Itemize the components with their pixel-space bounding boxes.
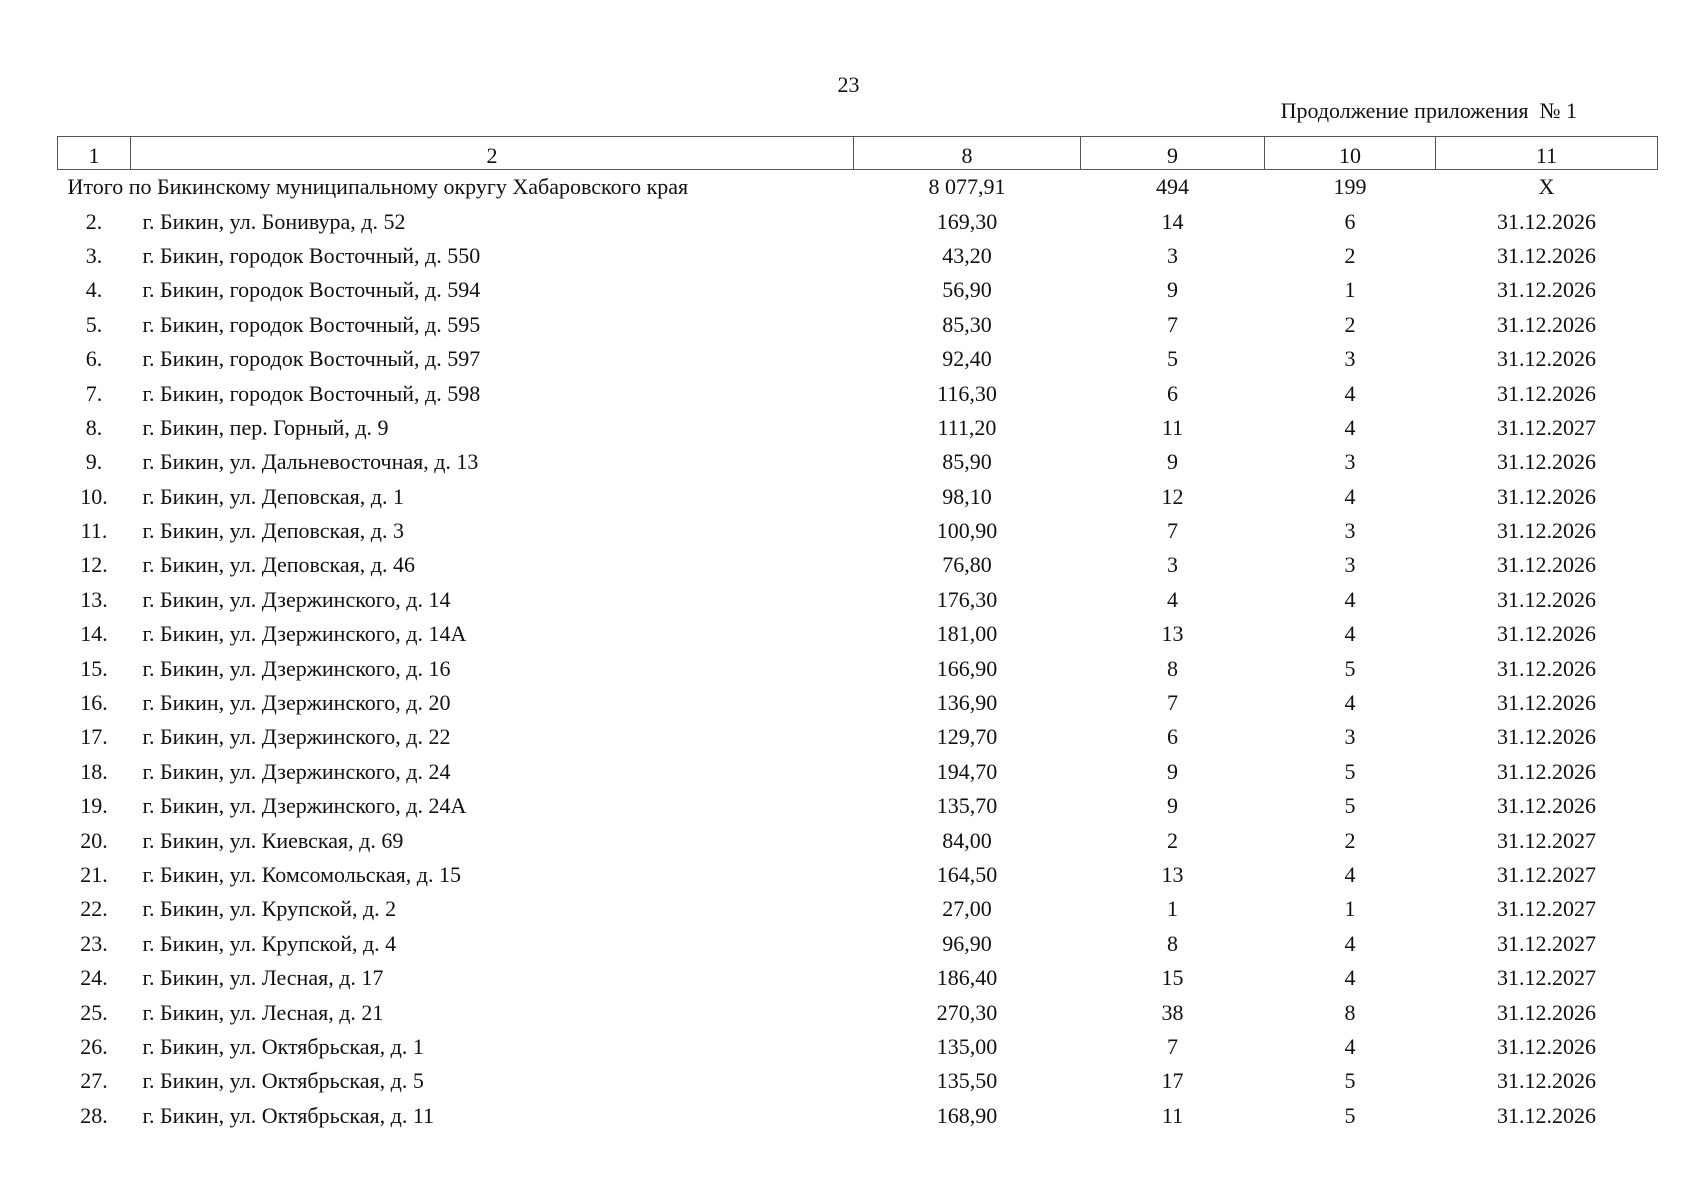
- row-number: 27.: [80, 1068, 108, 1094]
- row-col9: 1: [1167, 896, 1178, 922]
- row-col9: 11: [1161, 414, 1184, 440]
- total-col11: Х: [1538, 174, 1555, 200]
- row-area: 96,90: [942, 930, 992, 956]
- row-number: 14.: [80, 621, 108, 647]
- table-row: [58, 720, 1658, 754]
- row-col10: 5: [1344, 758, 1356, 784]
- row-area: 186,40: [936, 965, 998, 991]
- row-date: 31.12.2027: [1497, 414, 1596, 440]
- row-number: 28.: [80, 1102, 108, 1128]
- row-number: 15.: [80, 655, 108, 681]
- row-address: г. Бикин, ул. Дальневосточная, д. 13: [142, 449, 479, 475]
- row-col10: 4: [1344, 586, 1356, 612]
- total-col9: 494: [1156, 174, 1189, 200]
- row-area: 84,00: [942, 827, 992, 853]
- row-area: 129,70: [936, 724, 998, 750]
- row-address: г. Бикин, ул. Крупской, д. 4: [142, 930, 397, 956]
- table-row: [58, 1030, 1658, 1064]
- row-date: 31.12.2026: [1497, 346, 1596, 372]
- row-address: г. Бикин, ул. Октябрьская, д. 5: [142, 1068, 424, 1094]
- row-col9: 4: [1167, 586, 1178, 612]
- row-address: г. Бикин, городок Восточный, д. 594: [142, 277, 481, 303]
- row-date: 31.12.2027: [1497, 930, 1596, 956]
- row-col9: 12: [1161, 483, 1184, 509]
- row-col10: 4: [1344, 690, 1356, 716]
- total-row: [58, 170, 1658, 205]
- row-col9: 6: [1167, 380, 1178, 406]
- header-row: [58, 137, 1658, 170]
- row-area: 135,70: [936, 793, 998, 819]
- table-row: [58, 342, 1658, 376]
- row-area: 135,00: [936, 1033, 998, 1059]
- row-area: 166,90: [936, 655, 998, 681]
- row-area: 176,30: [936, 586, 998, 612]
- row-date: 31.12.2027: [1497, 965, 1596, 991]
- row-col9: 9: [1167, 793, 1178, 819]
- row-area: 98,10: [942, 483, 992, 509]
- table-row: [58, 480, 1658, 514]
- row-date: 31.12.2026: [1497, 277, 1596, 303]
- row-address: г. Бикин, ул. Деповская, д. 1: [142, 483, 404, 509]
- table-row: [58, 445, 1658, 479]
- row-address: г. Бикин, ул. Лесная, д. 21: [142, 999, 384, 1025]
- row-number: 26.: [80, 1033, 108, 1059]
- row-address: г. Бикин, ул. Октябрьская, д. 1: [142, 1033, 424, 1059]
- row-number: 2.: [85, 208, 103, 234]
- row-number: 9.: [85, 449, 103, 475]
- row-area: 116,30: [937, 380, 997, 406]
- header-col-9: 9: [1081, 137, 1265, 170]
- row-area: 164,50: [936, 862, 998, 887]
- table-row: [58, 548, 1658, 582]
- row-address: г. Бикин, пер. Горный, д. 9: [142, 414, 389, 440]
- table-row: [58, 892, 1658, 926]
- header-col-2: 2: [131, 137, 854, 170]
- row-date: 31.12.2026: [1497, 311, 1596, 337]
- row-address: г. Бикин, городок Восточный, д. 595: [142, 311, 481, 337]
- row-date: 31.12.2026: [1497, 690, 1596, 716]
- row-number: 23.: [80, 930, 108, 956]
- table-row: [58, 755, 1658, 789]
- row-area: 76,80: [942, 552, 992, 578]
- header-col-11: 11: [1436, 137, 1658, 170]
- page-number: 23: [837, 72, 860, 97]
- table-row: [58, 651, 1658, 685]
- row-col9: 9: [1167, 277, 1178, 303]
- row-number: 22.: [80, 896, 108, 922]
- table-row: [58, 308, 1658, 342]
- row-col10: 4: [1344, 1033, 1356, 1059]
- row-col10: 3: [1344, 346, 1356, 372]
- row-col10: 4: [1344, 965, 1356, 991]
- row-col10: 1: [1344, 896, 1356, 922]
- table-row: [58, 789, 1658, 823]
- row-col9: 7: [1167, 690, 1178, 716]
- row-number: 6.: [85, 346, 103, 372]
- row-col9: 2: [1167, 827, 1178, 853]
- row-col10: 5: [1344, 793, 1356, 819]
- row-col10: 8: [1344, 999, 1356, 1025]
- row-number: 25.: [80, 999, 108, 1025]
- row-address: г. Бикин, ул. Дзержинского, д. 14А: [142, 621, 467, 647]
- row-date: 31.12.2026: [1497, 208, 1596, 234]
- row-col10: 4: [1344, 414, 1356, 440]
- row-date: 31.12.2027: [1497, 862, 1596, 887]
- row-number: 20.: [80, 827, 108, 853]
- row-area: 181,00: [936, 621, 998, 647]
- row-number: 17.: [80, 724, 108, 750]
- table-row: [58, 273, 1658, 307]
- table-row: [58, 239, 1658, 273]
- header-col-8: 8: [854, 137, 1081, 170]
- row-date: 31.12.2026: [1497, 1102, 1596, 1128]
- total-col10: 199: [1333, 174, 1367, 200]
- row-date: 31.12.2026: [1497, 552, 1596, 578]
- row-address: г. Бикин, городок Восточный, д. 550: [142, 242, 481, 268]
- row-number: 19.: [80, 793, 108, 819]
- row-col9: 8: [1167, 930, 1178, 956]
- row-date: 31.12.2026: [1497, 758, 1596, 784]
- row-area: 92,40: [942, 346, 992, 372]
- row-area: 168,90: [936, 1102, 998, 1128]
- table-row: [58, 961, 1658, 995]
- row-number: 7.: [85, 380, 103, 406]
- row-address: г. Бикин, ул. Дзержинского, д. 14: [142, 586, 451, 612]
- row-address: г. Бикин, городок Восточный, д. 598: [142, 380, 481, 406]
- row-area: 85,90: [942, 449, 992, 475]
- row-col10: 2: [1344, 311, 1356, 337]
- row-col10: 3: [1344, 724, 1356, 750]
- row-address: г. Бикин, ул. Октябрьская, д. 11: [142, 1102, 435, 1128]
- row-col9: 38: [1161, 999, 1184, 1025]
- row-number: 8.: [85, 414, 103, 440]
- row-col10: 3: [1344, 449, 1356, 475]
- table-row: [58, 686, 1658, 720]
- total-label: Итого по Бикинскому муниципальному округу Хабаровского края: [67, 174, 689, 200]
- row-address: г. Бикин, ул. Комсомольская, д. 15: [142, 862, 461, 887]
- housing-table: [57, 136, 1658, 1133]
- table-row: [58, 204, 1658, 238]
- row-col9: 9: [1167, 758, 1178, 784]
- appendix-caption: Продолжение приложения № 1: [1280, 98, 1577, 123]
- row-number: 21.: [80, 862, 108, 887]
- row-number: 13.: [80, 586, 108, 612]
- row-area: 27,00: [942, 896, 992, 922]
- row-date: 31.12.2026: [1497, 724, 1596, 750]
- row-address: г. Бикин, ул. Дзержинского, д. 20: [142, 690, 451, 716]
- row-col9: 17: [1161, 1068, 1184, 1094]
- table-row: [58, 1099, 1658, 1133]
- row-area: 56,90: [942, 277, 992, 303]
- table-row: [58, 858, 1658, 892]
- row-date: 31.12.2027: [1497, 896, 1596, 922]
- row-date: 31.12.2026: [1497, 242, 1596, 268]
- table-row: [58, 411, 1658, 445]
- row-col10: 4: [1344, 930, 1356, 956]
- table-row: [58, 617, 1658, 651]
- table-body: [58, 170, 1658, 1133]
- row-col10: 6: [1344, 208, 1356, 234]
- row-date: 31.12.2026: [1497, 1068, 1596, 1094]
- table-header: [58, 137, 1658, 170]
- row-col10: 2: [1344, 827, 1356, 853]
- row-date: 31.12.2026: [1497, 621, 1596, 647]
- row-col9: 14: [1161, 208, 1184, 234]
- row-number: 24.: [80, 965, 108, 991]
- row-col10: 3: [1344, 552, 1356, 578]
- row-col9: 6: [1167, 724, 1178, 750]
- row-address: г. Бикин, ул. Киевская, д. 69: [142, 827, 404, 853]
- row-col9: 8: [1167, 655, 1178, 681]
- row-col10: 5: [1344, 1068, 1356, 1094]
- row-col9: 5: [1167, 346, 1178, 372]
- total-area: 8 077,91: [928, 174, 1006, 200]
- table-row: [58, 583, 1658, 617]
- row-number: 10.: [80, 483, 108, 509]
- row-date: 31.12.2026: [1497, 380, 1596, 406]
- row-address: г. Бикин, городок Восточный, д. 597: [142, 346, 481, 372]
- row-date: 31.12.2026: [1497, 793, 1596, 819]
- row-area: 270,30: [936, 999, 998, 1025]
- row-col10: 2: [1344, 242, 1356, 268]
- row-area: 194,70: [936, 758, 998, 784]
- row-address: г. Бикин, ул. Деповская, д. 3: [142, 518, 404, 544]
- row-col10: 5: [1344, 1102, 1356, 1128]
- header-col-1: 1: [58, 137, 131, 170]
- row-col10: 4: [1344, 483, 1356, 509]
- row-col9: 3: [1167, 242, 1178, 268]
- row-date: 31.12.2026: [1497, 655, 1596, 681]
- header-col-10: 10: [1265, 137, 1436, 170]
- table-row: [58, 927, 1658, 961]
- table-row: [58, 514, 1658, 548]
- row-col9: 13: [1161, 862, 1184, 887]
- row-col9: 3: [1167, 552, 1178, 578]
- table-row: [58, 995, 1658, 1029]
- table-row: [58, 376, 1658, 410]
- row-col10: 1: [1344, 277, 1356, 303]
- row-address: г. Бикин, ул. Деповская, д. 46: [142, 552, 415, 578]
- row-address: г. Бикин, ул. Бонивура, д. 52: [142, 208, 406, 234]
- row-address: г. Бикин, ул. Дзержинского, д. 24А: [142, 793, 467, 819]
- row-col9: 11: [1161, 1102, 1184, 1128]
- row-area: 169,30: [936, 208, 998, 234]
- row-date: 31.12.2026: [1497, 1033, 1596, 1059]
- row-col9: 7: [1167, 311, 1178, 337]
- row-col10: 4: [1344, 380, 1356, 406]
- row-col10: 5: [1344, 655, 1356, 681]
- row-address: г. Бикин, ул. Дзержинского, д. 22: [142, 724, 451, 750]
- row-number: 4.: [85, 277, 103, 303]
- row-area: 111,20: [937, 414, 997, 440]
- row-col10: 3: [1344, 518, 1356, 544]
- row-number: 12.: [80, 552, 108, 578]
- row-address: г. Бикин, ул. Лесная, д. 17: [142, 965, 384, 991]
- row-col9: 7: [1167, 518, 1178, 544]
- row-col10: 4: [1344, 621, 1356, 647]
- row-number: 11.: [80, 518, 108, 544]
- table-row: [58, 823, 1658, 857]
- row-date: 31.12.2026: [1497, 586, 1596, 612]
- row-area: 100,90: [936, 518, 998, 544]
- table-row: [58, 1064, 1658, 1098]
- row-number: 18.: [80, 758, 108, 784]
- row-number: 5.: [85, 311, 103, 337]
- row-address: г. Бикин, ул. Дзержинского, д. 24: [142, 758, 451, 784]
- row-number: 16.: [80, 690, 108, 716]
- row-date: 31.12.2027: [1497, 827, 1596, 853]
- row-area: 85,30: [942, 311, 992, 337]
- row-area: 136,90: [936, 690, 998, 716]
- row-date: 31.12.2026: [1497, 518, 1596, 544]
- row-number: 3.: [85, 242, 103, 268]
- row-area: 135,50: [936, 1068, 998, 1094]
- row-col9: 13: [1161, 621, 1184, 647]
- row-date: 31.12.2026: [1497, 449, 1596, 475]
- row-date: 31.12.2026: [1497, 483, 1596, 509]
- row-col9: 15: [1161, 965, 1184, 991]
- row-col9: 9: [1167, 449, 1178, 475]
- row-area: 43,20: [942, 242, 992, 268]
- row-col10: 4: [1344, 862, 1356, 887]
- row-col9: 7: [1167, 1033, 1178, 1059]
- row-address: г. Бикин, ул. Крупской, д. 2: [142, 896, 397, 922]
- row-address: г. Бикин, ул. Дзержинского, д. 16: [142, 655, 451, 681]
- row-date: 31.12.2026: [1497, 999, 1596, 1025]
